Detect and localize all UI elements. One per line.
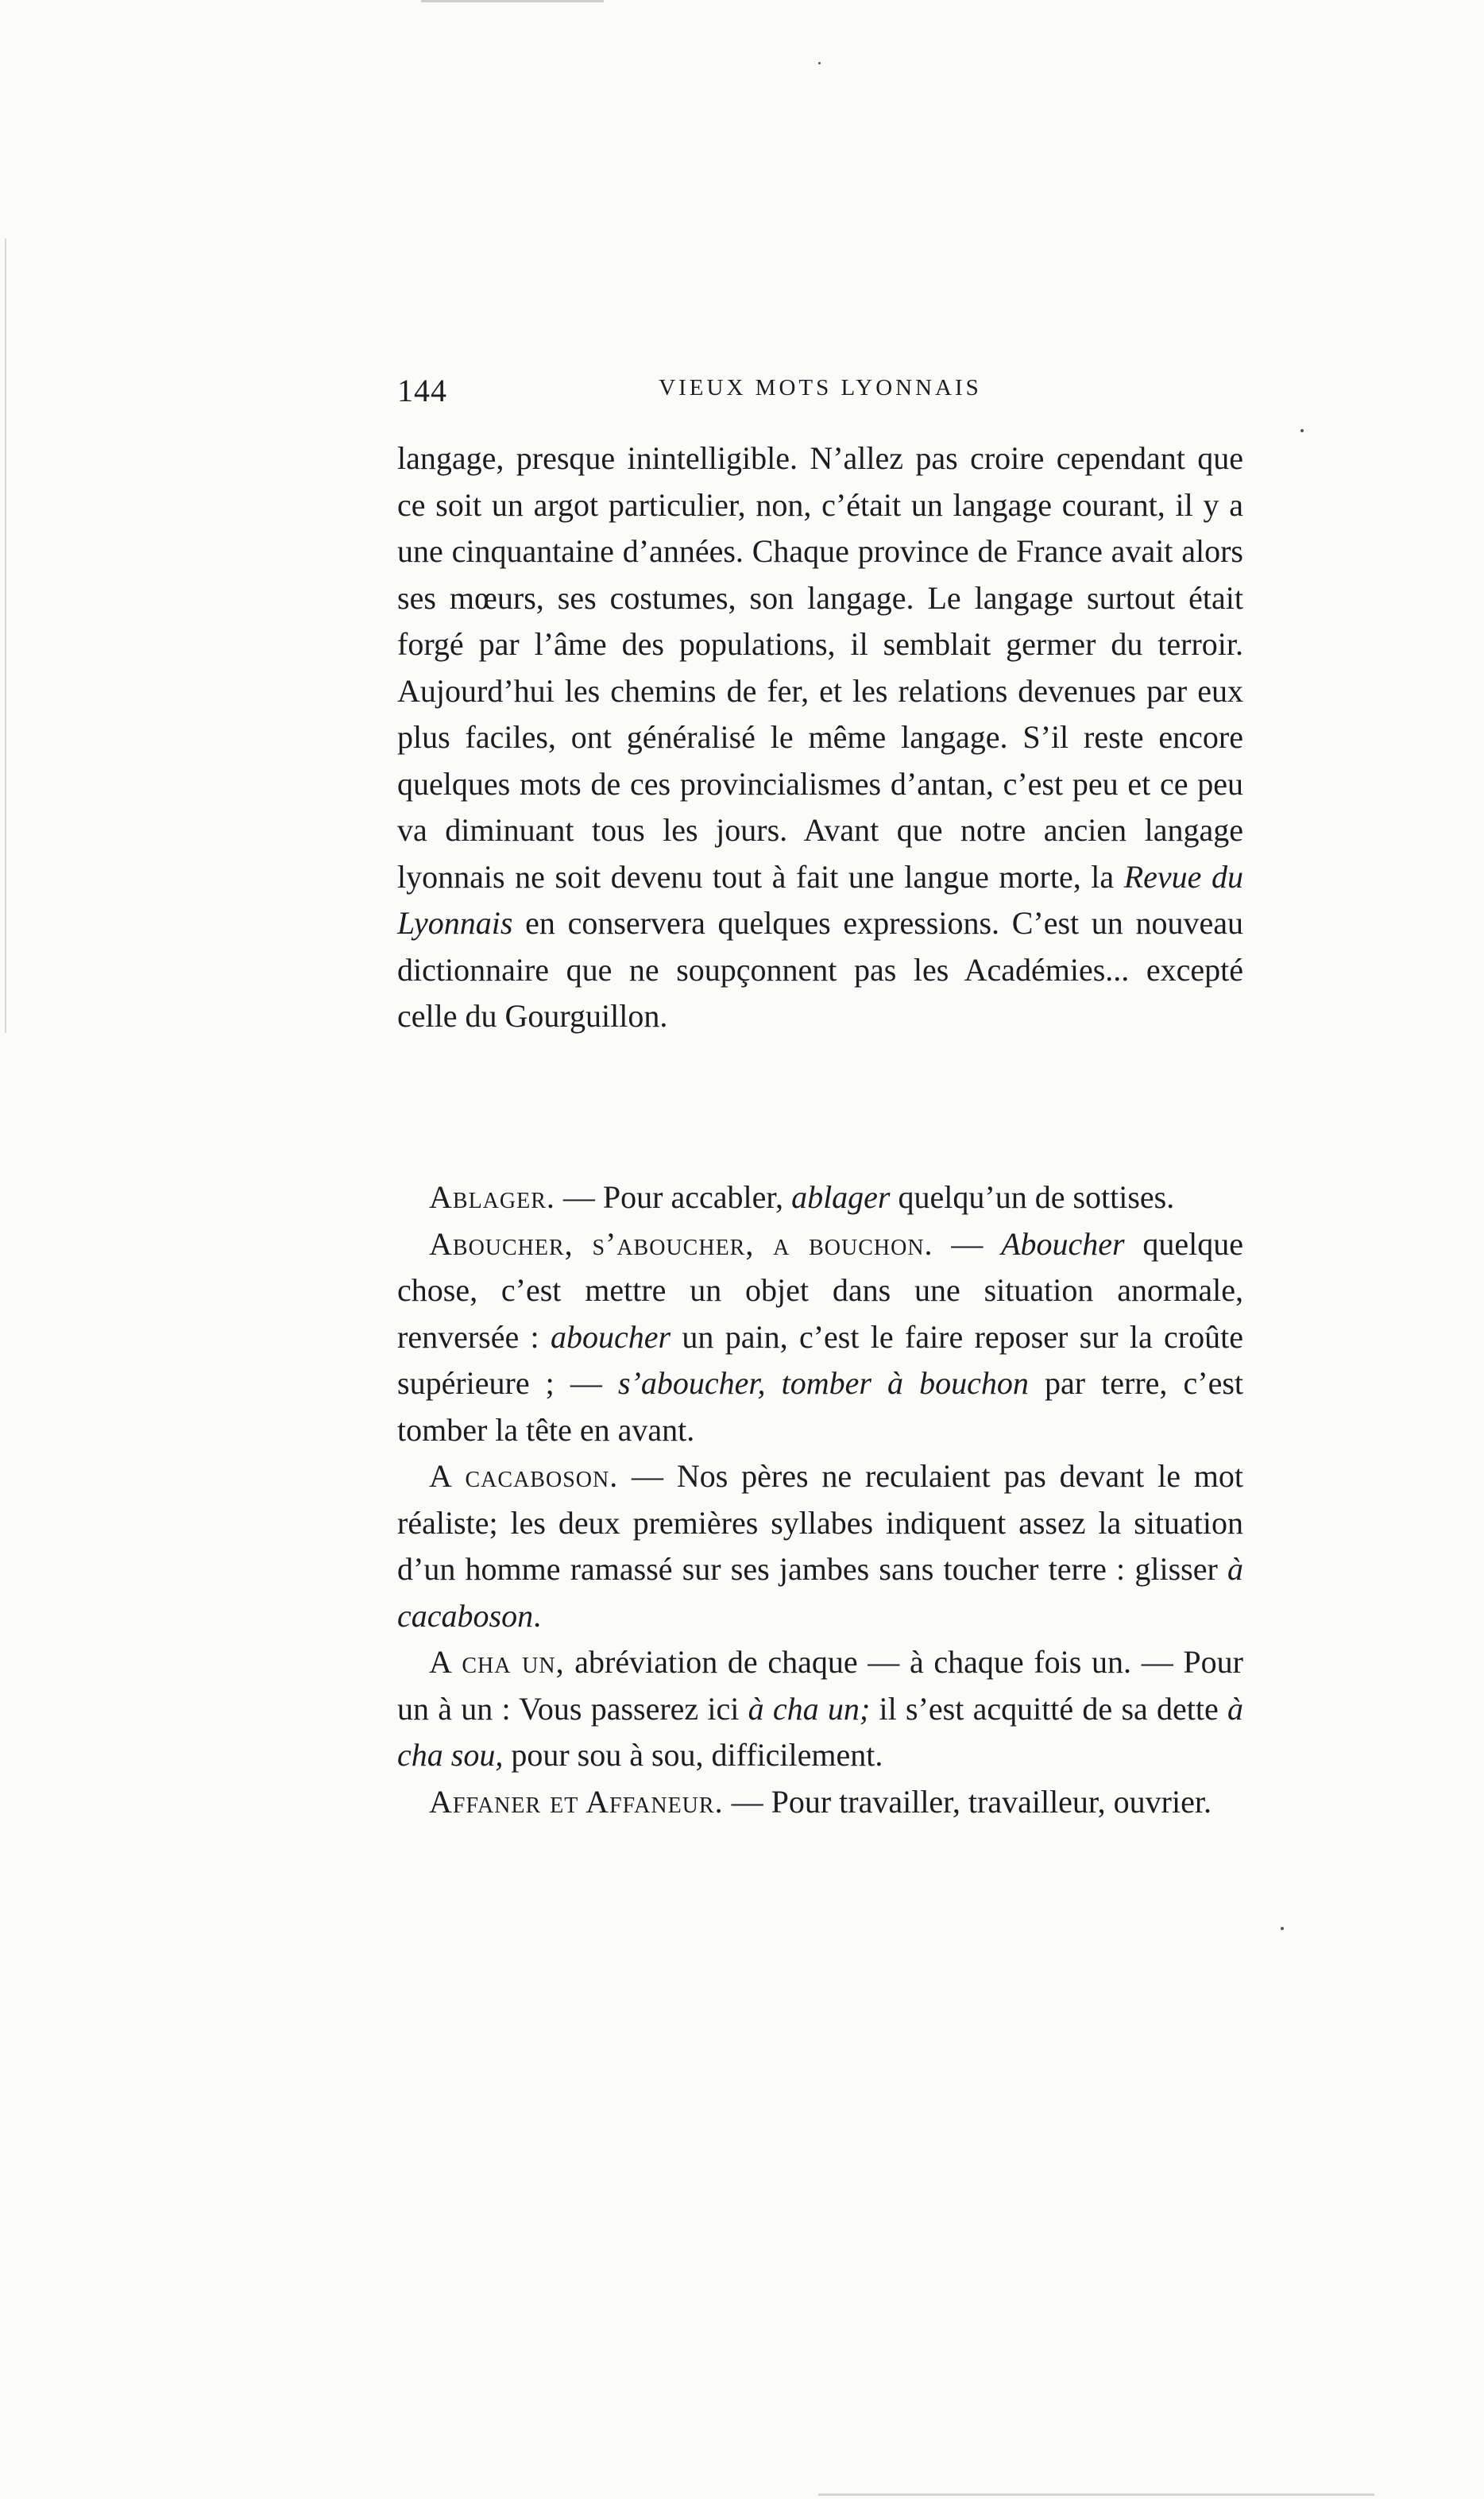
entry-headword: Ablager. (429, 1179, 555, 1215)
page-edge (421, 0, 604, 2)
paper-speck (1300, 429, 1304, 432)
paper-speck (818, 62, 821, 64)
entry-headword: Aboucher, s’aboucher, a bouchon. (429, 1225, 933, 1262)
page-header (397, 372, 1243, 420)
entry-headword: Affaner et Affaneur. (429, 1783, 724, 1820)
entry-aboucher: Aboucher, s’aboucher, a bouchon. — Aboucher quelque chose, c’est mettre un objet dans une situation anormale, renversée : aboucher un pain, c’est le faire reposer sur la croûte supérieure ; — s’aboucher, tomber à bouchon par terre, c’est tomber la tête en avant. (397, 1225, 1243, 1448)
intro-paragraph (397, 435, 1243, 1040)
running-title: VIEUX MOTS LYONNAIS (659, 375, 982, 400)
entry-cha-un: A cha un, abréviation de chaque — à chaque fois un. — Pour un à un : Vous passerez ici à cha un; il s’est acquitté de sa dette à cha sou, pour sou à sou, difficilement. (397, 1644, 1243, 1773)
glossary-entries (397, 1174, 1243, 1825)
entry-headword: A cacaboson. (429, 1458, 619, 1494)
entry-headword: A cha un, (429, 1644, 565, 1680)
entry-cacaboson: A cacaboson. — Nos pères ne reculaient pas devant le mot réaliste; les deux premières syllabes indiquent assez la situation d’un homme ramassé sur ses jambes sans toucher terre : glisser à cacaboson. (397, 1458, 1243, 1634)
page-edge (818, 2493, 1374, 2496)
page-number: 144 (397, 373, 447, 408)
intro-text: langage, presque inintelligible. N’allez pas croire cependant que ce soit un argot particulier, non, c’était un langage courant, il y a une cinquantaine d’années. Chaque province de France avait alors ses mœurs, ses costumes, son langage. Le langage surtout était forgé par l’âme des populations, il semblait germer du terroir. Aujourd’hui les chemins de fer, et les relations devenues par eux plus faciles, ont généralisé le même langage. S’il reste encore quelques mots de ces provincialismes d’antan, c’est peu et ce peu va diminuant tous les jours. Avant que notre ancien langage lyonnais ne soit devenu tout à fait une langue morte, la Revue du Lyonnais en conservera quelques expressions. C’est un nouveau dictionnaire que ne soupçonnent pas les Académies... excepté celle du Gourguillon. (397, 440, 1243, 1034)
page-edge (5, 238, 6, 1033)
paper-speck (1281, 1927, 1284, 1930)
entry-ablager: Ablager. — Pour accabler, ablager quelqu’un de sottises. (429, 1179, 1175, 1215)
entry-affaner: Affaner et Affaneur. — Pour travailler, travailleur, ouvrier. (429, 1783, 1212, 1820)
journal-title: Revue du Lyonnais (397, 858, 1243, 941)
